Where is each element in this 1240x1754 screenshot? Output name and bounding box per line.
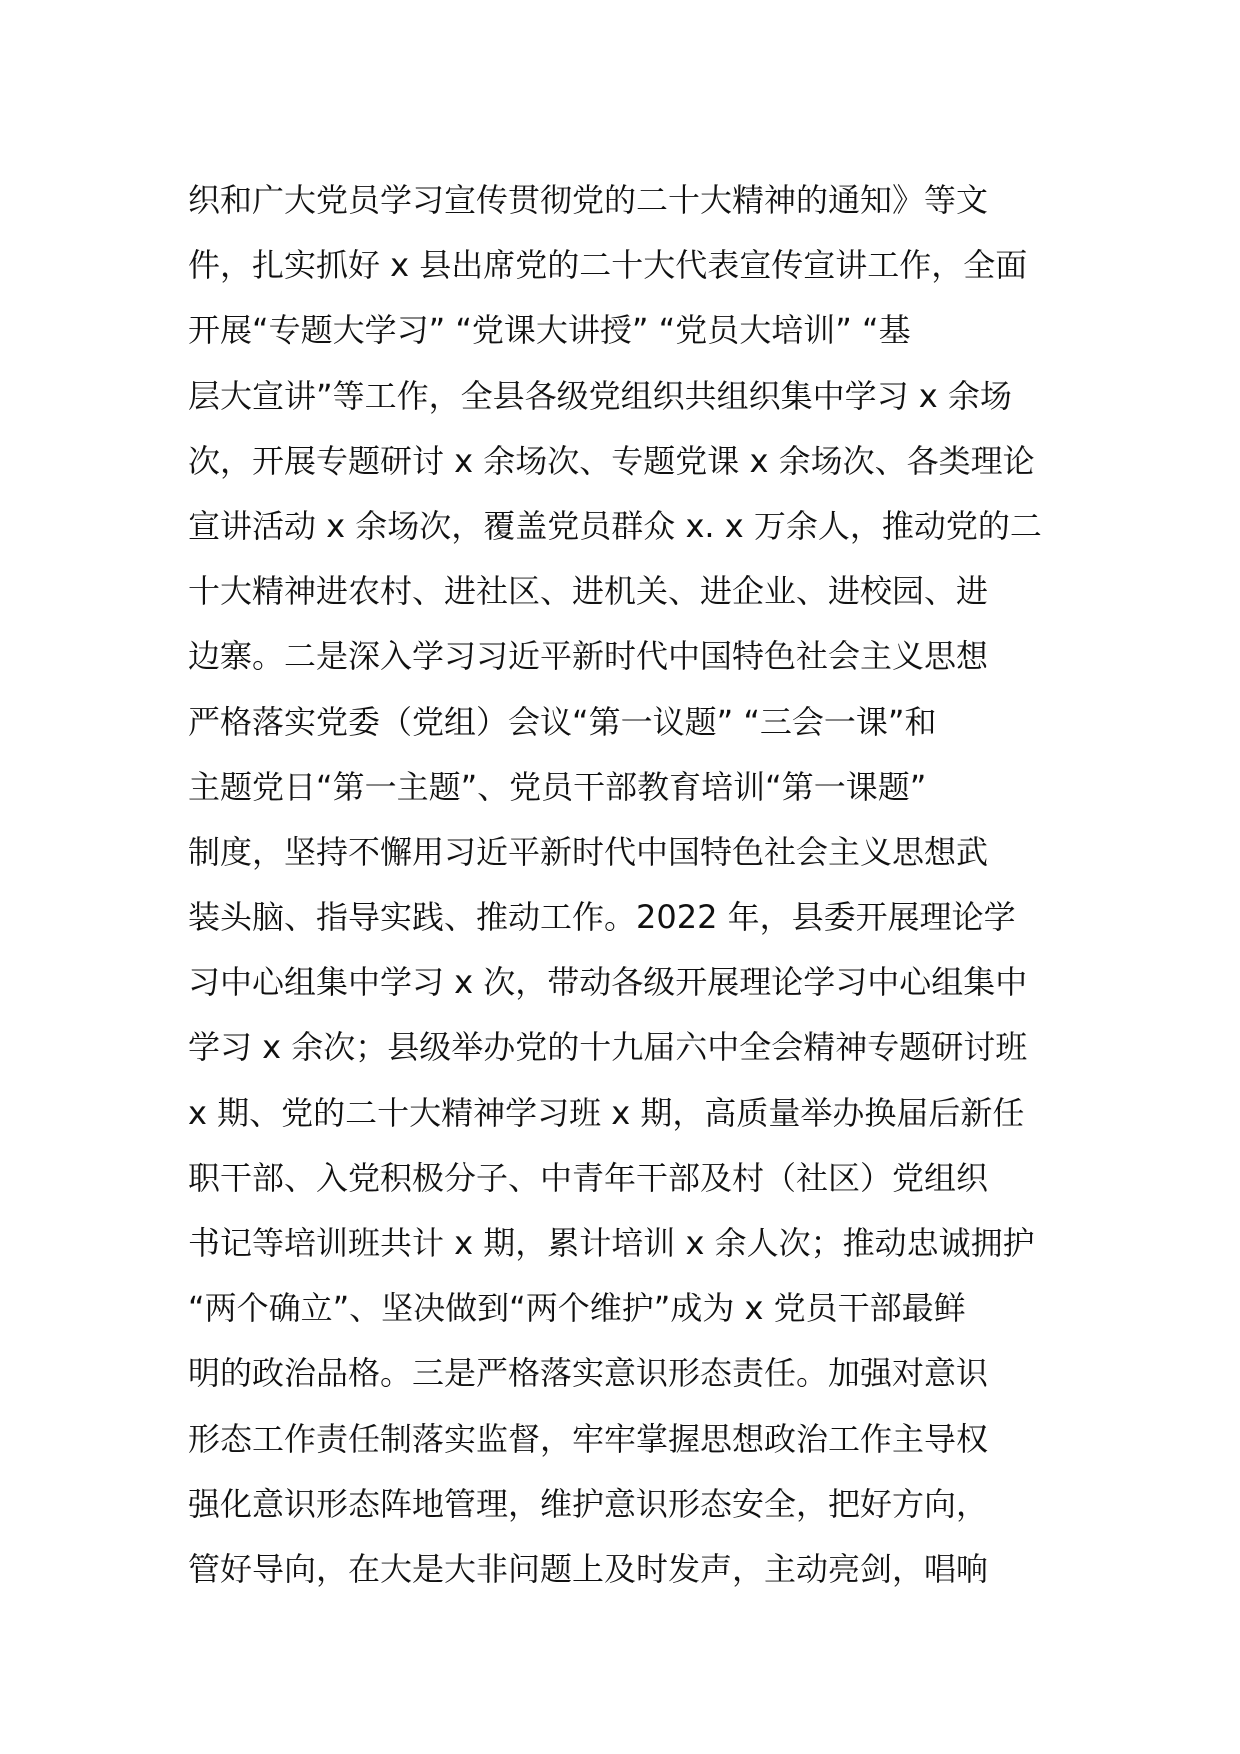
text-line: 学习 x 余次；县级举办党的十九届六中全会精神专题研讨班 xyxy=(188,1028,1028,1067)
text-line: 装头脑、指导实践、推动工作。2022 年，县委开展理论学 xyxy=(188,898,1016,937)
text-line: 职干部、入党积极分子、中青年干部及村（社区）党组织 xyxy=(188,1158,989,1197)
text-line: 明的政治品格。三是严格落实意识形态责任。加强对意识 xyxy=(188,1354,989,1393)
text-line: 次，开展专题研讨 x 余场次、专题党课 x 余场次、各类理论 xyxy=(188,441,1035,480)
text-line: 主题党日“第一主题”、党员干部教育培训“第一课题” xyxy=(188,767,927,806)
text-line: 习中心组集中学习 x 次，带动各级开展理论学习中心组集中 xyxy=(188,963,1028,1002)
text-line: 件，扎实抓好 x 县出席党的二十大代表宣传宣讲工作，全面 xyxy=(188,246,1028,285)
text-line: “两个确立”、坚决做到“两个维护”成为 x 党员干部最鲜 xyxy=(188,1289,966,1328)
text-line: 层大宣讲”等工作，全县各级党组织共组织集中学习 x 余场 xyxy=(188,376,1012,415)
text-line: 宣讲活动 x 余场次，覆盖党员群众 x. x 万余人，推动党的二 xyxy=(188,506,1042,545)
text-line: 边寨。二是深入学习习近平新时代中国特色社会主义思想 xyxy=(188,637,989,676)
body-text xyxy=(188,168,1068,1602)
text-line: 开展“专题大学习” “党课大讲授” “党员大培训” “基 xyxy=(188,311,911,350)
text-line: 强化意识形态阵地管理，维护意识形态安全，把好方向， xyxy=(188,1484,989,1523)
text-line: 书记等培训班共计 x 期，累计培训 x 余人次；推动忠诚拥护 xyxy=(188,1224,1035,1262)
text-line: x 期、党的二十大精神学习班 x 期，高质量举办换届后新任 xyxy=(188,1093,1025,1132)
text-line: 制度，坚持不懈用习近平新时代中国特色社会主义思想武 xyxy=(188,832,989,871)
text-line: 严格落实党委（党组）会议“第一议题” “三会一课”和 xyxy=(188,702,937,741)
text-line: 十大精神进农村、进社区、进机关、进企业、进校园、进 xyxy=(188,572,989,611)
text-line: 织和广大党员学习宣传贯彻党的二十大精神的通知》等文 xyxy=(188,181,989,219)
text-line: 管好导向，在大是大非问题上及时发声，主动亮剑，唱响 xyxy=(188,1549,989,1588)
text-line: 形态工作责任制落实监督，牢牢掌握思想政治工作主导权 xyxy=(188,1419,989,1458)
